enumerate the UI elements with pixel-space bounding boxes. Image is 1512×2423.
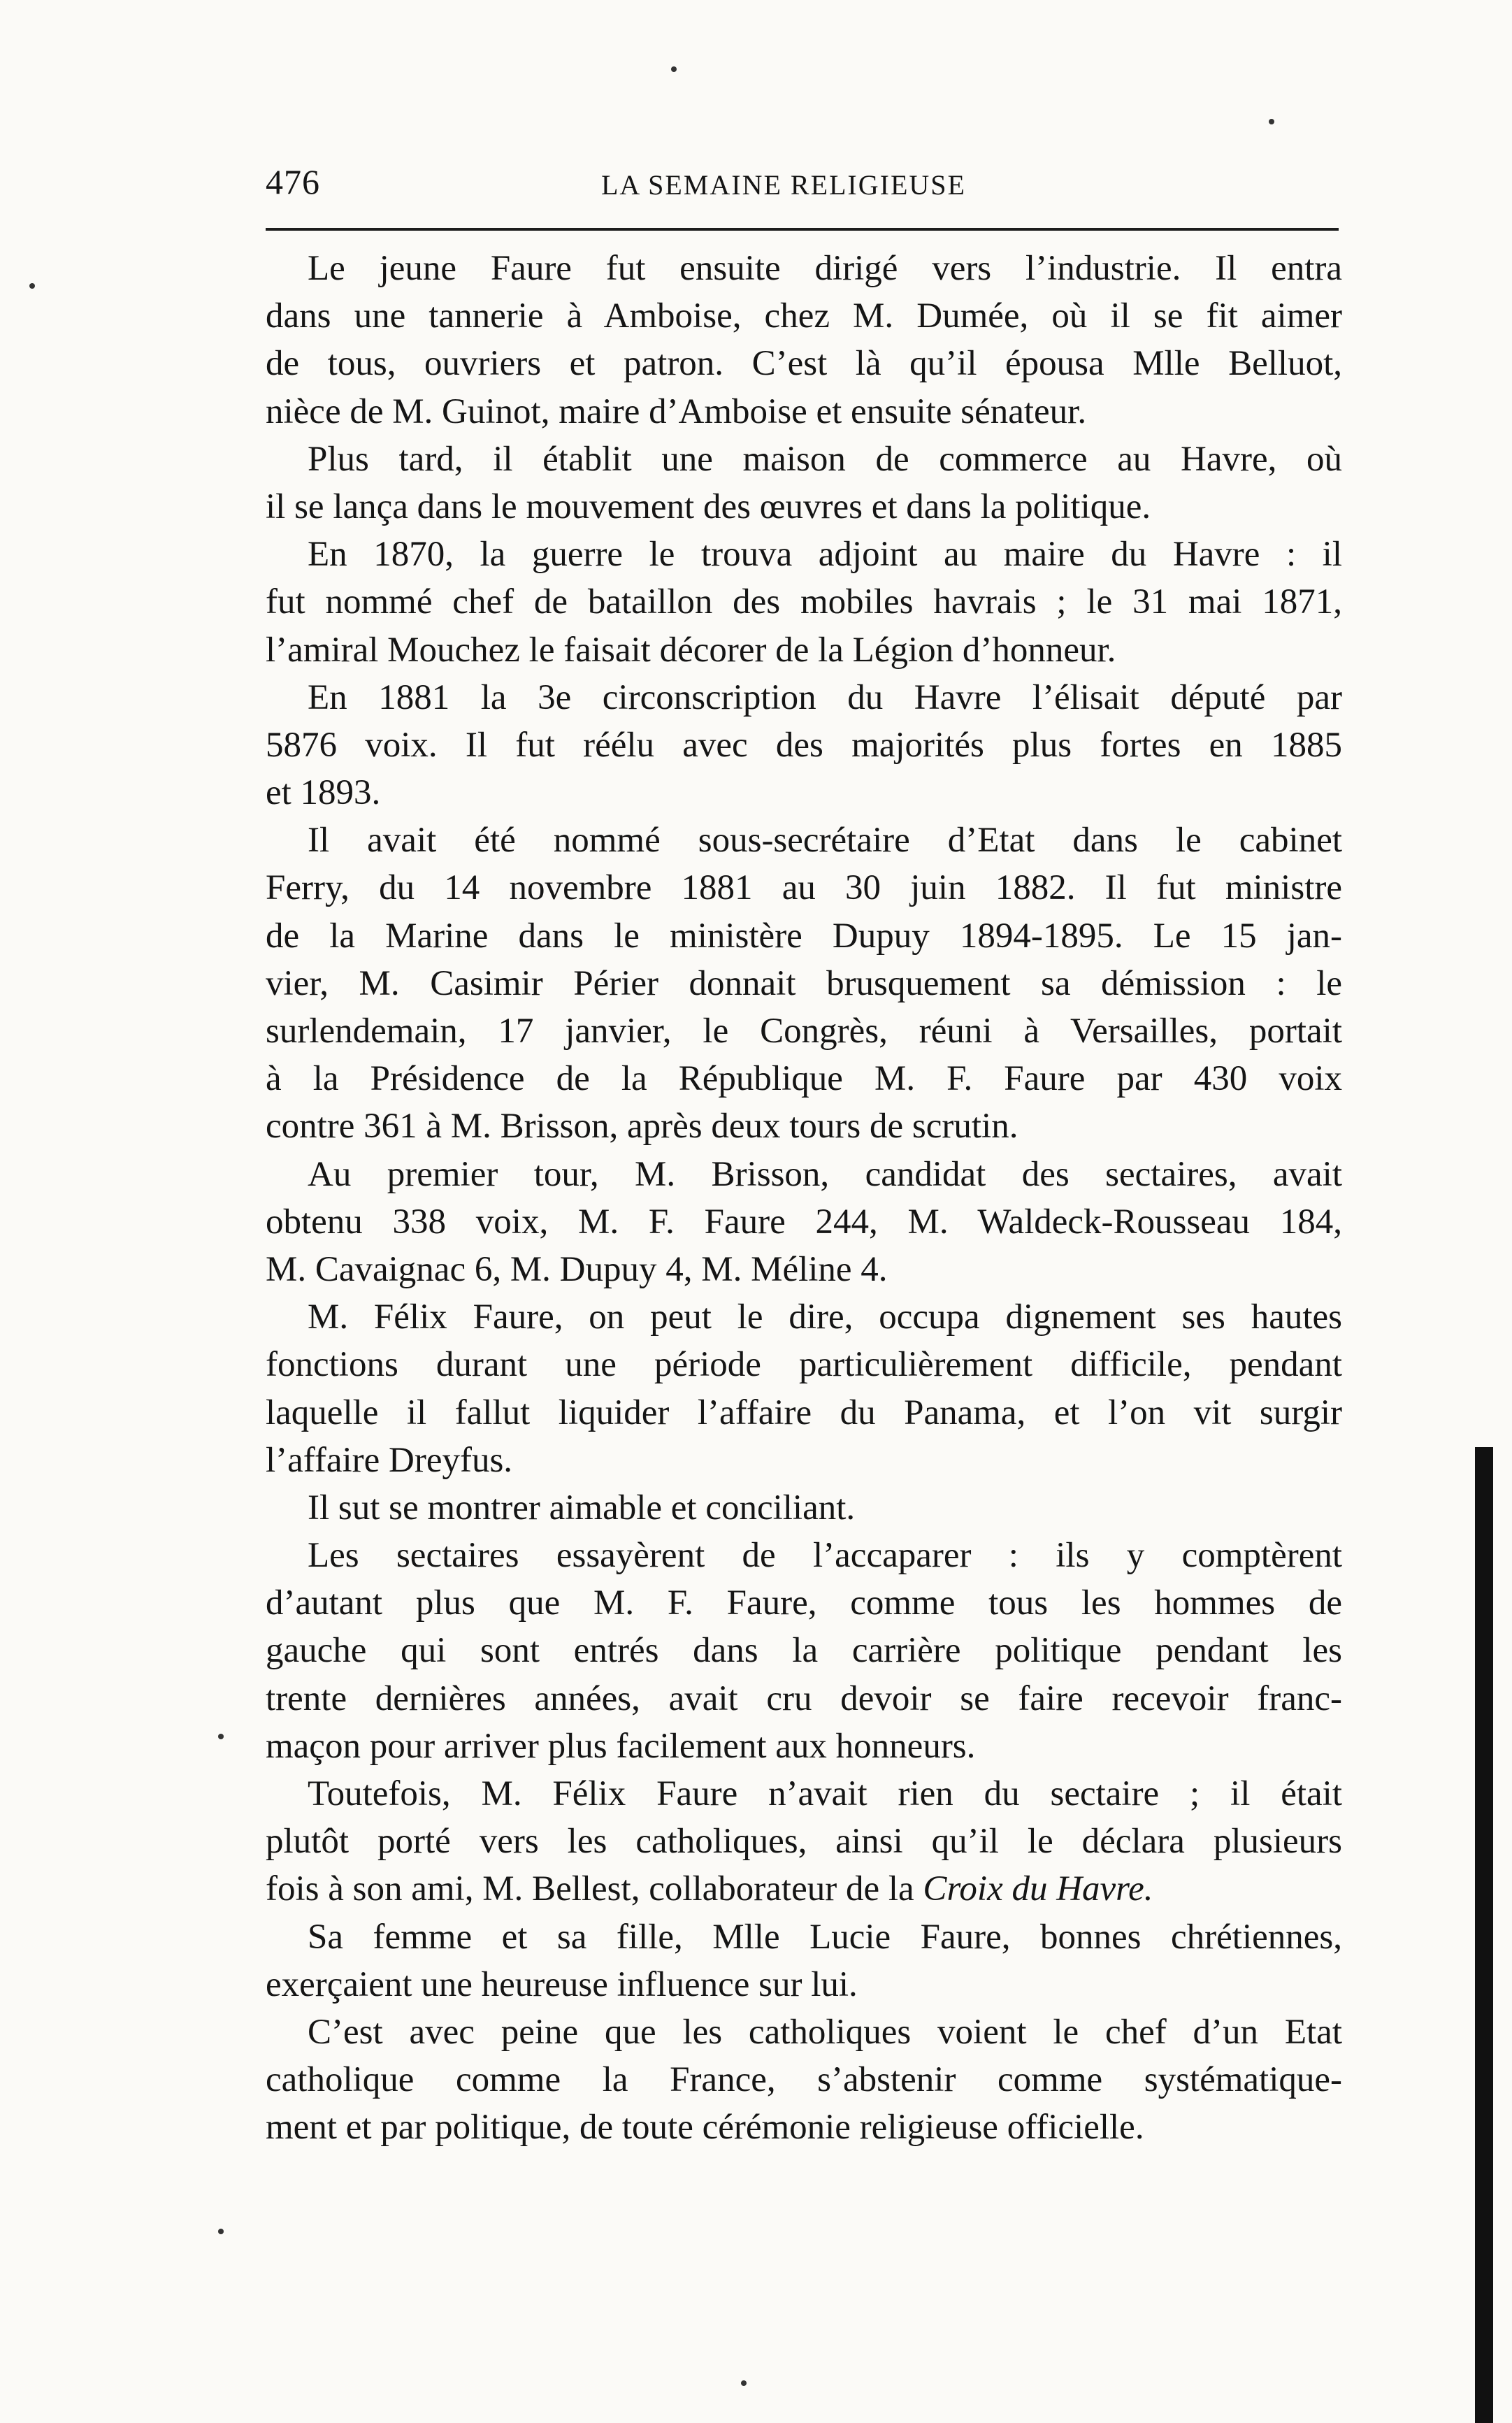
scan-speck [218,2229,224,2234]
text-line: Ferry, du 14 novembre 1881 au 30 juin 1882. Il fut ministre [266,868,1342,908]
text-line: nièce de M. Guinot, maire d’Amboise et ensuite sénateur. [266,391,1087,431]
text-line: 5876 voix. Il fut réélu avec des majorités plus fortes en 1885 [266,725,1342,765]
text-line: obtenu 338 voix, M. F. Faure 244, M. Waldeck-Rousseau 184, [266,1202,1342,1242]
scan-speck [29,283,35,289]
text-line: à la Présidence de la République M. F. Faure par 430 voix [266,1059,1342,1099]
text-line: ment et par politique, de toute cérémonie religieuse officielle. [266,2108,1144,2148]
text-line: surlendemain, 17 janvier, le Congrès, réuni à Versailles, portait [266,1012,1342,1051]
text-line: Les sectaires essayèrent de l’accaparer : ils y comptèrent [308,1536,1342,1576]
newspaper-title: Croix du Havre. [923,1869,1153,1909]
text-line: catholique comme la France, s’abstenir comme systématique- [266,2060,1342,2100]
text-line: fut nommé chef de bataillon des mobiles havrais ; le 31 mai 1871, [266,582,1342,622]
scan-speck [741,2380,747,2386]
text-line: il se lança dans le mouvement des œuvres et dans la politique. [266,487,1151,526]
text-line: dans une tannerie à Amboise, chez M. Dumée, où il se fit aimer [266,296,1342,336]
text-line: Le jeune Faure fut ensuite dirigé vers l’industrie. Il entra [308,249,1342,288]
text-line: de tous, ouvriers et patron. C’est là qu’il épousa Mlle Belluot, [266,344,1342,384]
text-line: fonctions durant une période particulièrement difficile, pendant [266,1345,1342,1385]
text-line: En 1870, la guerre le trouva adjoint au maire du Havre : il [308,535,1342,575]
text-line: de la Marine dans le ministère Dupuy 1894-1895. Le 15 jan- [266,916,1342,956]
page-header [266,161,1342,217]
scan-edge-shadow [1475,1447,1493,2423]
body-text [266,245,1342,2152]
scan-speck [218,1734,224,1739]
text-line: et 1893. [266,773,381,813]
text-line: En 1881 la 3e circonscription du Havre l’élisait député par [308,677,1342,717]
text-line: trente dernières années, avait cru devoir se faire recevoir franc- [266,1678,1342,1718]
text-line: l’affaire Dreyfus. [266,1440,513,1480]
text-line: d’autant plus que M. F. Faure, comme tous les hommes de [266,1583,1342,1623]
text-line: M. Cavaignac 6, M. Dupuy 4, M. Méline 4. [266,1249,888,1289]
text-line: l’amiral Mouchez le faisait décorer de la Légion d’honneur. [266,630,1116,670]
text-line: Au premier tour, M. Brisson, candidat des sectaires, avait [308,1154,1342,1194]
scan-speck [671,66,677,72]
text-line: vier, M. Casimir Périer donnait brusquement sa démission : le [266,963,1342,1003]
page-number: 476 [266,162,320,201]
scan-speck [1269,119,1274,124]
text-line: exerçaient une heureuse influence sur lui. [266,1964,858,2004]
text-line: maçon pour arriver plus facilement aux honneurs. [266,1726,976,1766]
text-line: Il sut se montrer aimable et conciliant. [308,1488,856,1527]
text-line [266,1865,1342,1913]
text-line: contre 361 à M. Brisson, après deux tours de scrutin. [266,1107,1018,1146]
text-line: Plus tard, il établit une maison de commerce au Havre, où [308,439,1342,479]
text-line: laquelle il fallut liquider l’affaire du Panama, et l’on vit surgir [266,1393,1342,1432]
text-line: Toutefois, M. Félix Faure n’avait rien du sectaire ; il était [308,1774,1342,1813]
header-rule [266,228,1339,231]
text-line: plutôt porté vers les catholiques, ainsi qu’il le déclara plusieurs [266,1822,1342,1862]
text-line: Sa femme et sa fille, Mlle Lucie Faure, bonnes chrétiennes, [308,1917,1342,1957]
text-line: Il avait été nommé sous-secrétaire d’Etat dans le cabinet [308,821,1342,861]
text-line: gauche qui sont entrés dans la carrière politique pendant les [266,1631,1342,1671]
text-line: M. Félix Faure, on peut le dire, occupa dignement ses hautes [308,1297,1342,1337]
text-segment: fois à son ami, M. Bellest, collaborateur de la [266,1869,923,1909]
running-title: LA SEMAINE RELIGIEUSE [601,169,966,201]
text-line: C’est avec peine que les catholiques voient le chef d’un Etat [308,2012,1342,2052]
